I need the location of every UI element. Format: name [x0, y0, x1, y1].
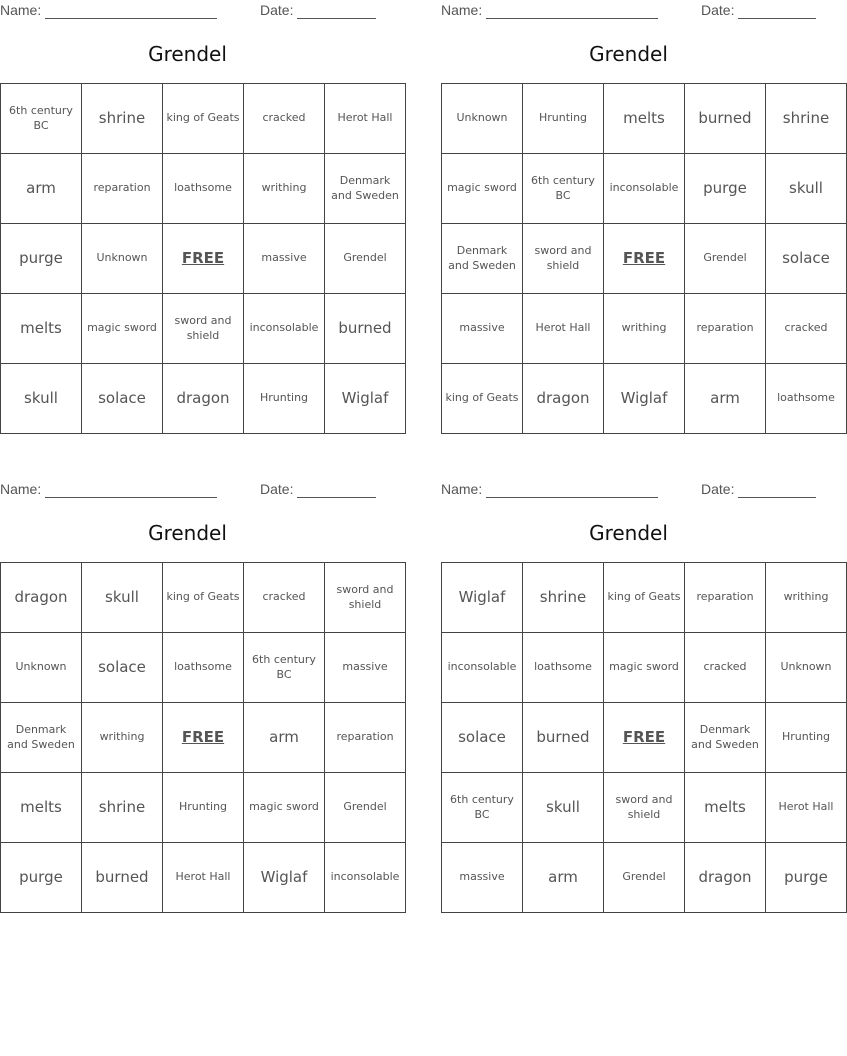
grid-row [1, 563, 406, 633]
bingo-cell: burned [325, 294, 406, 364]
bingo-cell: sword and shield [604, 773, 685, 843]
bingo-cell: reparation [82, 154, 163, 224]
bingo-cell: magic sword [244, 773, 325, 843]
free-cell: FREE [163, 703, 244, 773]
bingo-cell: reparation [685, 563, 766, 633]
grid-row [442, 703, 847, 773]
bingo-cell: solace [442, 703, 523, 773]
name-label: Name: [0, 481, 42, 497]
grid-row [1, 703, 406, 773]
bingo-cell: writhing [82, 703, 163, 773]
bingo-cell: loathsome [163, 154, 244, 224]
grid-row [442, 773, 847, 843]
bingo-cell: 6th century BC [442, 773, 523, 843]
bingo-cell: magic sword [442, 154, 523, 224]
bingo-cell: loathsome [766, 364, 847, 434]
bingo-cell: massive [442, 294, 523, 364]
bingo-cell: cracked [766, 294, 847, 364]
bingo-cell: Hrunting [766, 703, 847, 773]
bingo-cell: Denmark and Sweden [325, 154, 406, 224]
bingo-cell: melts [604, 84, 685, 154]
bingo-cell: purge [685, 154, 766, 224]
bingo-cell: magic sword [82, 294, 163, 364]
bingo-cell: massive [442, 843, 523, 913]
date-label: Date: [260, 481, 294, 497]
name-line [45, 18, 217, 19]
date-label: Date: [701, 2, 735, 18]
bingo-cell: Hrunting [244, 364, 325, 434]
bingo-cell: king of Geats [604, 563, 685, 633]
bingo-cell: Herot Hall [523, 294, 604, 364]
bingo-cell: Herot Hall [766, 773, 847, 843]
bingo-cell: arm [523, 843, 604, 913]
bingo-cell: Grendel [325, 224, 406, 294]
grid-row [442, 364, 847, 434]
bingo-grid [0, 562, 406, 913]
grid-row [442, 294, 847, 364]
grid-row [1, 84, 406, 154]
bingo-cell: Denmark and Sweden [1, 703, 82, 773]
card-title: Grendel [589, 521, 668, 545]
bingo-cell: inconsolable [604, 154, 685, 224]
bingo-grid [0, 83, 406, 434]
bingo-cell: sword and shield [523, 224, 604, 294]
date-line [738, 18, 816, 19]
grid-row [1, 294, 406, 364]
date-label: Date: [701, 481, 735, 497]
bingo-cell: melts [685, 773, 766, 843]
bingo-cell: Wiglaf [325, 364, 406, 434]
bingo-grid [441, 562, 847, 913]
bingo-cell: Denmark and Sweden [442, 224, 523, 294]
bingo-cell: dragon [163, 364, 244, 434]
bingo-cell: arm [1, 154, 82, 224]
bingo-cell: skull [766, 154, 847, 224]
bingo-cell: Grendel [325, 773, 406, 843]
bingo-cell: arm [244, 703, 325, 773]
grid-row [1, 224, 406, 294]
bingo-cell: solace [82, 364, 163, 434]
bingo-cell: burned [685, 84, 766, 154]
card-header [441, 2, 816, 20]
bingo-cell: Wiglaf [244, 843, 325, 913]
bingo-grid [441, 83, 847, 434]
bingo-cell: skull [523, 773, 604, 843]
bingo-cell: melts [1, 294, 82, 364]
bingo-cell: inconsolable [244, 294, 325, 364]
bingo-cell: solace [82, 633, 163, 703]
bingo-cell: Wiglaf [442, 563, 523, 633]
grid-row [442, 154, 847, 224]
date-line [738, 497, 816, 498]
card-header [0, 481, 375, 499]
name-label: Name: [0, 2, 42, 18]
bingo-cell: cracked [244, 563, 325, 633]
bingo-cell: purge [1, 224, 82, 294]
grid-row [1, 633, 406, 703]
bingo-cell: Wiglaf [604, 364, 685, 434]
bingo-cell: 6th century BC [523, 154, 604, 224]
name-line [45, 497, 217, 498]
bingo-cell: dragon [523, 364, 604, 434]
bingo-cell: burned [523, 703, 604, 773]
bingo-cell: magic sword [604, 633, 685, 703]
bingo-card-3 [0, 479, 400, 919]
bingo-cell: solace [766, 224, 847, 294]
bingo-cell: Unknown [1, 633, 82, 703]
bingo-cell: shrine [82, 773, 163, 843]
grid-row [442, 843, 847, 913]
name-label: Name: [441, 2, 483, 18]
grid-row [442, 224, 847, 294]
bingo-cell: Unknown [82, 224, 163, 294]
bingo-cell: Herot Hall [325, 84, 406, 154]
bingo-cell: reparation [325, 703, 406, 773]
date-line [297, 497, 376, 498]
bingo-cell: dragon [685, 843, 766, 913]
bingo-cell: Denmark and Sweden [685, 703, 766, 773]
name-line [486, 18, 658, 19]
bingo-cell: skull [1, 364, 82, 434]
bingo-card-2 [441, 0, 835, 440]
bingo-cell: reparation [685, 294, 766, 364]
bingo-cell: shrine [523, 563, 604, 633]
bingo-cell: king of Geats [163, 84, 244, 154]
bingo-cell: writhing [766, 563, 847, 633]
grid-row [1, 773, 406, 843]
free-cell: FREE [604, 703, 685, 773]
card-header [0, 2, 375, 20]
bingo-cell: loathsome [523, 633, 604, 703]
bingo-cell: sword and shield [325, 563, 406, 633]
bingo-cell: purge [1, 843, 82, 913]
grid-row [442, 84, 847, 154]
bingo-cell: Hrunting [163, 773, 244, 843]
name-label: Name: [441, 481, 483, 497]
bingo-cell: Grendel [685, 224, 766, 294]
bingo-cell: Grendel [604, 843, 685, 913]
date-label: Date: [260, 2, 294, 18]
bingo-cell: arm [685, 364, 766, 434]
bingo-cell: skull [82, 563, 163, 633]
card-title: Grendel [148, 42, 227, 66]
bingo-cell: melts [1, 773, 82, 843]
bingo-cell: king of Geats [442, 364, 523, 434]
bingo-cell: writhing [244, 154, 325, 224]
grid-row [1, 843, 406, 913]
bingo-cell: dragon [1, 563, 82, 633]
bingo-cell: writhing [604, 294, 685, 364]
date-line [297, 18, 376, 19]
bingo-cell: inconsolable [442, 633, 523, 703]
grid-row [442, 633, 847, 703]
name-line [486, 497, 658, 498]
grid-row [442, 563, 847, 633]
grid-row [1, 154, 406, 224]
grid-row [1, 364, 406, 434]
bingo-cell: Hrunting [523, 84, 604, 154]
bingo-card-4 [441, 479, 834, 919]
bingo-cell: cracked [685, 633, 766, 703]
free-cell: FREE [163, 224, 244, 294]
bingo-cell: king of Geats [163, 563, 244, 633]
card-title: Grendel [589, 42, 668, 66]
card-title: Grendel [148, 521, 227, 545]
bingo-cell: sword and shield [163, 294, 244, 364]
bingo-cell: 6th century BC [244, 633, 325, 703]
bingo-cell: massive [244, 224, 325, 294]
bingo-cell: shrine [766, 84, 847, 154]
bingo-cell: purge [766, 843, 847, 913]
bingo-cell: loathsome [163, 633, 244, 703]
bingo-cell: 6th century BC [1, 84, 82, 154]
bingo-cell: shrine [82, 84, 163, 154]
bingo-cell: Herot Hall [163, 843, 244, 913]
bingo-cell: Unknown [766, 633, 847, 703]
bingo-cell: burned [82, 843, 163, 913]
bingo-cell: massive [325, 633, 406, 703]
bingo-cell: Unknown [442, 84, 523, 154]
bingo-cell: inconsolable [325, 843, 406, 913]
bingo-card-1 [0, 0, 399, 440]
bingo-cell: cracked [244, 84, 325, 154]
free-cell: FREE [604, 224, 685, 294]
card-header [441, 481, 816, 499]
